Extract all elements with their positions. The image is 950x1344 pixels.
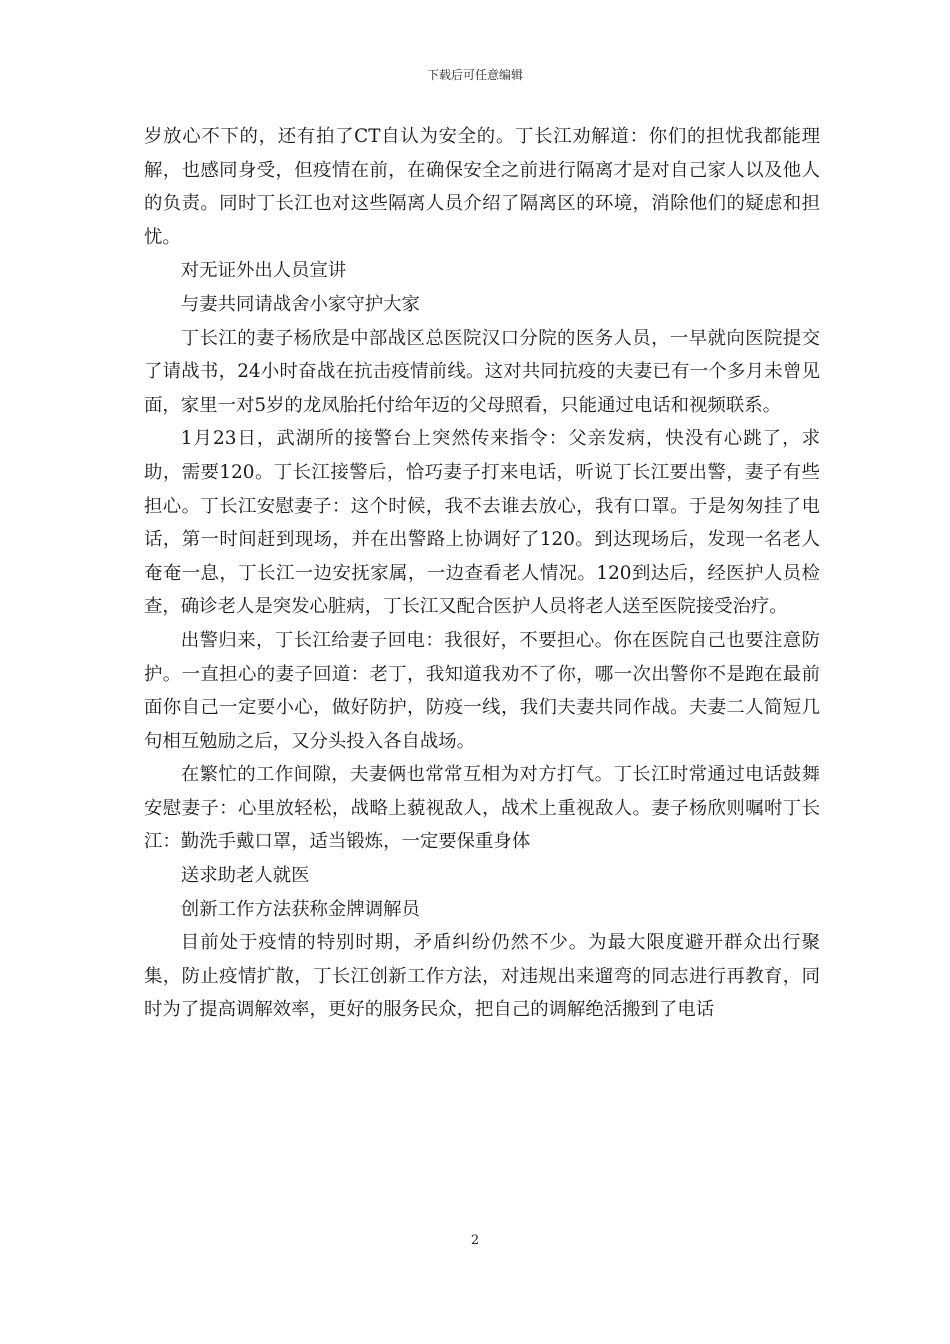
paragraph-line: 意防护。一直担心的妻子回道：老丁，我知道我劝不了你，哪一次出警你不是 <box>144 629 820 685</box>
paragraph-line: 理解，也感同身受，但疫情在前，在确保安全之前进行隔离才是对自己家人以 <box>144 126 820 181</box>
paragraph-line: 目前处于疫情的特别时期，矛盾纠纷仍然不少。为最大限度避开群众出行 <box>180 932 802 954</box>
paragraph-line: 聚集，防止疫情扩散，丁长江创新工作方法，对违规出来遛弯的同志进行再教 <box>144 932 820 987</box>
paragraph-line: 嘱咐丁长江：勤洗手戴口罩，适当锻炼，一定要保重身体 <box>144 797 820 853</box>
paragraph-line: 丁长江的妻子杨欣是中部战区总医院汉口分院的医务人员，一早就向医院 <box>180 327 783 349</box>
paragraph-line: 提交了请战书，24小时奋战在抗击疫情前线。这对共同抗疫的夫妻已有一个多 <box>144 327 820 383</box>
page-number: 2 <box>470 1233 480 1248</box>
body-paragraph <box>144 758 820 859</box>
paragraph-line: 的疑虑和担忧。 <box>144 193 820 248</box>
paragraph-line: 1月23日，武湖所的接警台上突然传来指令：父亲发病，快没有心跳了， <box>180 428 802 450</box>
paragraph-line: 送至医院接受治疗。 <box>622 596 788 618</box>
paragraph-line: 跑在最前面你自己一定要小心，做好防护，防疫一线，我们夫妻共同作战。夫 <box>144 663 820 719</box>
paragraph-line: 后，经医护人员检查，确诊老人是突发心脏病，丁长江又配合医护人员将老人 <box>144 562 820 618</box>
paragraph-line: 岁放心不下的，还有拍了CT自认为安全的。丁长江劝解道：你们的担忧我都能 <box>144 126 802 147</box>
paragraph-line: 育，同时为了提高调解效率，更好的服务民众，把自己的调解绝活搬到了电话 <box>144 965 820 1021</box>
section-heading: 对无证外出人员宣讲 <box>180 260 347 282</box>
body-paragraph <box>144 120 820 254</box>
paragraph-line: 发现一名老人奄奄一息，丁长江一边安抚家属，一边查看老人情况。120到达 <box>144 529 820 584</box>
section-heading: 与妻共同请战舍小家守护大家 <box>180 293 420 315</box>
paragraph-line: 及他人的负责。同时丁长江也对这些隔离人员介绍了隔离区的环境，消除他们 <box>144 159 820 215</box>
body-text <box>144 120 820 1027</box>
paragraph-line: 妻二人简短几句相互勉励之后，又分头投入各自战场。 <box>144 697 820 752</box>
body-paragraph <box>144 624 820 758</box>
paragraph-line: 求助，需要120。丁长江接警后，恰巧妻子打来电话，听说丁长江要出警，妻 <box>144 428 820 483</box>
paragraph-line: 子有些担心。丁长江安慰妻子：这个时候，我不去谁去放心，我有口罩。于是 <box>144 461 820 517</box>
paragraph-line: 视频联系。 <box>689 394 781 416</box>
section-heading: 送求助老人就医 <box>180 865 310 887</box>
body-paragraph <box>144 322 820 423</box>
body-paragraph <box>144 926 820 1027</box>
running-header: 下载后可任意编辑 <box>426 68 523 82</box>
body-paragraph <box>144 422 820 624</box>
paragraph-line: 在繁忙的工作间隙，夫妻俩也常常互相为对方打气。丁长江时常通过电话 <box>180 764 783 786</box>
section-heading: 创新工作方法获称金牌调解员 <box>180 898 420 920</box>
paragraph-line: 鼓舞安慰妻子：心里放轻松，战略上藐视敌人，战术上重视敌人。妻子杨欣则 <box>144 764 820 819</box>
paragraph-line: 匆匆挂了电话，第一时间赶到现场，并在出警路上协调好了120。到达现场后， <box>144 495 820 551</box>
paragraph-line: 月未曾见面，家里一对5岁的龙凤胎托付给年迈的父母照看，只能通过电话和 <box>144 361 820 416</box>
paragraph-line: 出警归来，丁长江给妻子回电：我很好，不要担心。你在医院自己也要注 <box>180 629 783 651</box>
